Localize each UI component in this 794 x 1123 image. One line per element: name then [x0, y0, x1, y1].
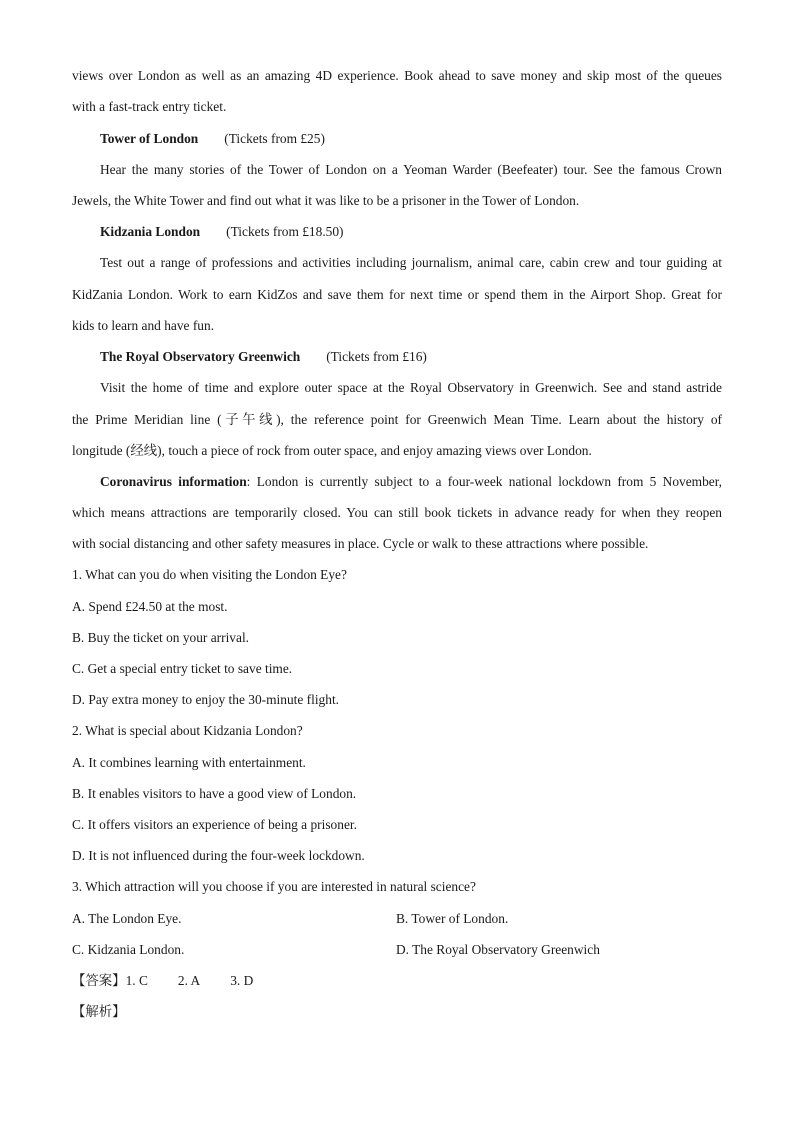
coronavirus-title: Coronavirus information [100, 474, 247, 489]
question-option: D. Pay extra money to enjoy the 30-minute flight. [72, 692, 340, 707]
passage-line: Test out a range of professions and activities including journalism, animal care, cabin crew and tour guiding at [100, 255, 722, 270]
ticket-price: (Tickets from £25) [224, 131, 325, 146]
section-heading-observatory [100, 348, 722, 366]
question-option: B. Buy the ticket on your arrival. [72, 630, 250, 645]
passage-line: the Prime Meridian line (子午线), the reference point for Greenwich Mean Time. Learn about the history of [72, 412, 722, 427]
question-option-row [72, 941, 722, 959]
section-heading-tower [100, 130, 722, 148]
passage-line: with a fast-track entry ticket. [72, 99, 227, 114]
passage-line: Hear the many stories of the Tower of London on a Yeoman Warder (Beefeater) tour. See the famous Crown [100, 162, 722, 177]
question-option-row [72, 910, 722, 928]
question-option: A. It combines learning with entertainment. [72, 755, 306, 770]
passage-line: Jewels, the White Tower and find out what it was like to be a prisoner in the Tower of London. [72, 193, 580, 208]
passage-line: which means attractions are temporarily closed. You can still book tickets in advance ready for when they reopen [72, 505, 722, 520]
coronavirus-info [100, 473, 722, 491]
attraction-title: The Royal Observatory Greenwich [100, 349, 301, 364]
question-option: B. Tower of London. [396, 911, 509, 926]
question-option: D. It is not influenced during the four-week lockdown. [72, 848, 365, 863]
question-option: A. The London Eye. [72, 911, 182, 926]
ticket-price: (Tickets from £18.50) [226, 224, 344, 239]
passage-line: KidZania London. Work to earn KidZos and save them for next time or spend them in the Airport Shop. Great for [72, 287, 722, 302]
question-stem: 1. What can you do when visiting the London Eye? [72, 567, 347, 582]
passage-line: kids to learn and have fun. [72, 318, 215, 333]
question-option: C. It offers visitors an experience of being a prisoner. [72, 817, 357, 832]
answer-2: 2. A [177, 973, 201, 988]
passage-line: longitude (经线), touch a piece of rock from outer space, and enjoy amazing views over London. [72, 443, 592, 458]
question-option: A. Spend £24.50 at the most. [72, 599, 228, 614]
passage-line: Visit the home of time and explore outer space at the Royal Observatory in Greenwich. See and stand astride [100, 380, 722, 395]
coronavirus-text: : London is currently subject to a four-week national lockdown from 5 November, [246, 474, 722, 489]
question-option: C. Get a special entry ticket to save time. [72, 661, 293, 676]
attraction-title: Kidzania London [100, 224, 201, 239]
passage-line: views over London as well as an amazing 4D experience. Book ahead to save money and skip most of the queues [72, 68, 722, 83]
answer-3: 3. D [230, 973, 254, 988]
section-heading-kidzania [100, 223, 722, 241]
question-stem: 3. Which attraction will you choose if you are interested in natural science? [72, 879, 476, 894]
question-option: B. It enables visitors to have a good view of London. [72, 786, 357, 801]
question-option: D. The Royal Observatory Greenwich [396, 942, 600, 957]
analysis-label: 【解析】 [72, 1004, 126, 1019]
answer-line [72, 972, 722, 990]
attraction-title: Tower of London [100, 131, 199, 146]
answer-label: 【答案】 [72, 973, 126, 988]
question-stem: 2. What is special about Kidzania London? [72, 723, 303, 738]
ticket-price: (Tickets from £16) [326, 349, 427, 364]
question-option: C. Kidzania London. [72, 942, 185, 957]
answer-1: 1. C [125, 973, 148, 988]
passage-line: with social distancing and other safety measures in place. Cycle or walk to these attractions where possible. [72, 536, 649, 551]
